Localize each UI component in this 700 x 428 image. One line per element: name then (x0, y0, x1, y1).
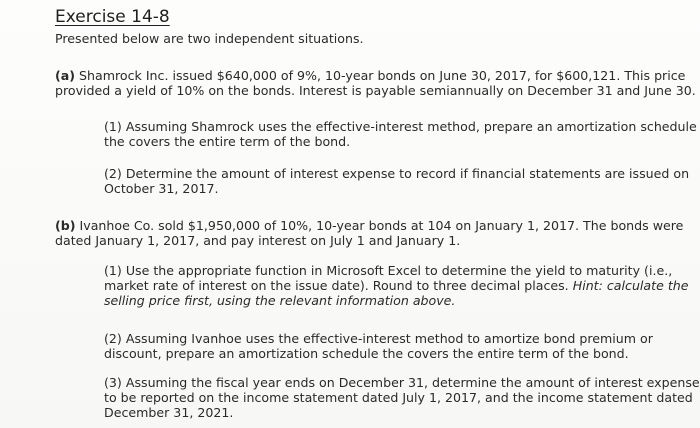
part-b-item-2 (104, 331, 694, 361)
part-b-line-1-text: Ivanhoe Co. sold $1,950,000 of 10%, 10-year bonds at 104 on January 1, 2017. The bonds were (79, 218, 684, 233)
part-b-item-1-line-2-text: market rate of interest on the issue date). Round to three decimal places. (104, 278, 569, 293)
part-b-statement (55, 218, 695, 248)
part-b-item-3-line-2: to be reported on the income statement dated July 1, 2017, and the income statement dated (104, 390, 693, 405)
part-a-item-1-line-2: the covers the entire term of the bond. (104, 134, 351, 149)
part-b-item-2-line-2: discount, prepare an amortization schedule the covers the entire term of the bond. (104, 346, 629, 361)
part-a-item-1-line-1: (1) Assuming Shamrock uses the effective-interest method, prepare an amortization schedule (104, 119, 697, 134)
hint-text-2: selling price first, using the relevant information above. (104, 293, 456, 308)
part-a-item-1 (104, 119, 697, 149)
part-a-item-2-line-2: October 31, 2017. (104, 181, 219, 196)
part-b-item-3-line-3: December 31, 2021. (104, 405, 234, 420)
hint-label: Hint: (572, 278, 603, 293)
part-a-line-1 (55, 68, 695, 83)
part-b-item-1 (104, 263, 694, 308)
hint-text-1: calculate the (606, 278, 689, 293)
part-b-line-1 (55, 218, 695, 233)
part-b-label: (b) (55, 218, 76, 233)
exercise-intro: Presented below are two independent situations. (55, 31, 364, 46)
exercise-title: Exercise 14-8 (55, 7, 170, 27)
part-a-label: (a) (55, 68, 76, 83)
part-b-line-2: dated January 1, 2017, and pay interest on July 1 and January 1. (55, 233, 461, 248)
part-a-statement (55, 68, 695, 98)
part-a-line-1-text: Shamrock Inc. issued $640,000 of 9%, 10-year bonds on June 30, 2017, for $600,121. This price (79, 68, 686, 83)
part-a-item-2 (104, 166, 694, 196)
part-b-item-1-line-1: (1) Use the appropriate function in Microsoft Excel to determine the yield to maturity (i.e., (104, 263, 673, 278)
part-a-line-2: provided a yield of 10% on the bonds. Interest is payable semiannually on December 31 and June 30. (55, 83, 696, 98)
part-a-item-2-line-1: (2) Determine the amount of interest expense to record if financial statements are issued on (104, 166, 690, 181)
part-b-item-2-line-1: (2) Assuming Ivanhoe uses the effective-interest method to amortize bond premium or (104, 331, 653, 346)
part-b-item-3-line-1: (3) Assuming the fiscal year ends on December 31, determine the amount of interest expense (104, 375, 700, 390)
part-b-item-3 (104, 375, 700, 420)
part-b-item-1-line-2 (104, 278, 694, 293)
